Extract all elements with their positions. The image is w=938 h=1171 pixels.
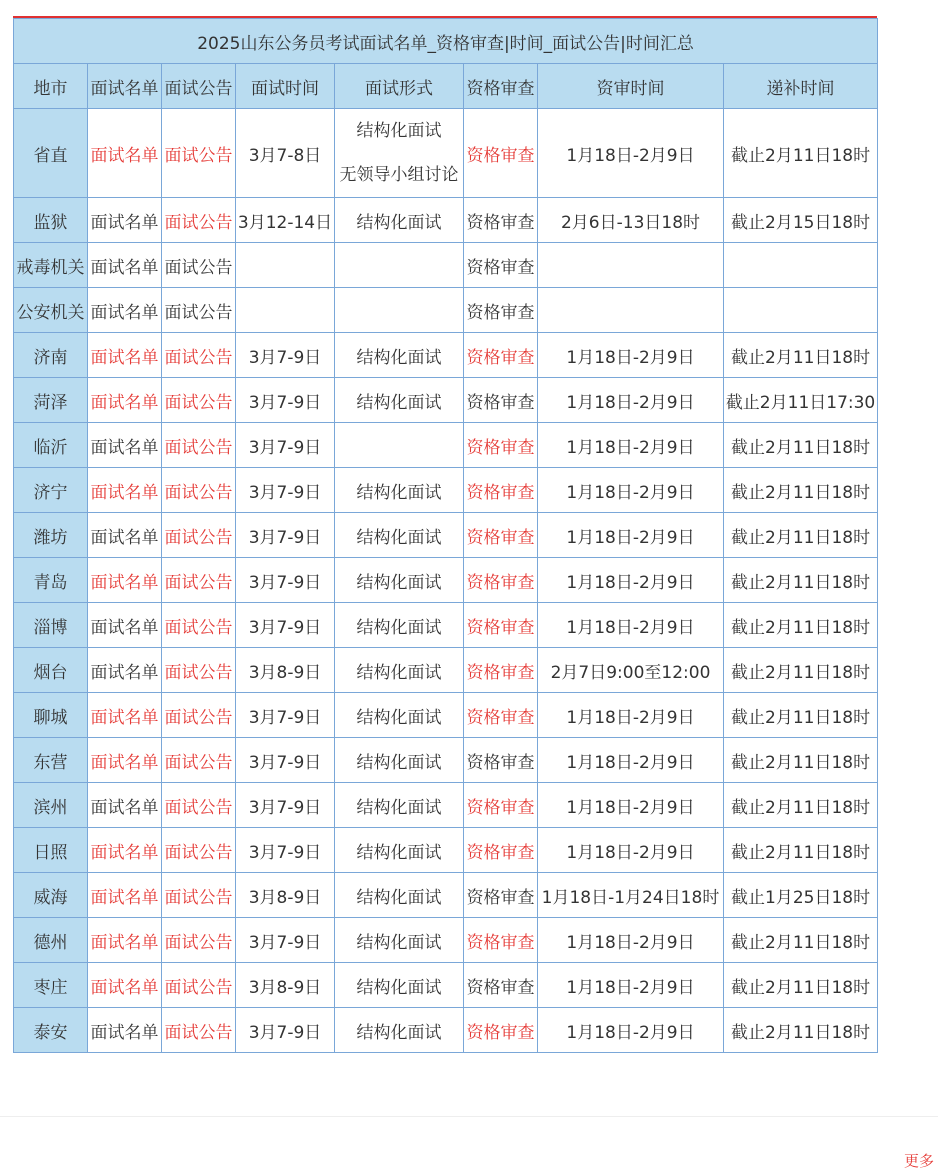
interview-notice-link[interactable]: 面试公告: [162, 378, 236, 423]
interview-form-item: 结构化面试: [356, 617, 442, 638]
review-time-cell: 1月18日-2月9日: [538, 918, 724, 963]
supplement-time-cell: [724, 288, 878, 333]
review-link[interactable]: 资格审查: [464, 558, 538, 603]
table-row: [14, 288, 878, 333]
table-row: [14, 333, 878, 378]
interview-form-cell: [335, 468, 464, 513]
supplement-time-cell: 截止2月11日18时: [724, 423, 878, 468]
interview-form-item: 结构化面试: [356, 932, 442, 953]
review-link[interactable]: 资格审查: [464, 513, 538, 558]
table-row: [14, 603, 878, 648]
interview-form-cell: [335, 1008, 464, 1053]
interview-list-text: 面试名单: [88, 198, 162, 243]
review-link[interactable]: 资格审查: [464, 1008, 538, 1053]
interview-form-item: 结构化面试: [356, 527, 442, 548]
interview-form-cell: [335, 288, 464, 333]
interview-time-cell: 3月7-9日: [236, 558, 335, 603]
table-row: [14, 109, 878, 198]
city-cell: 淄博: [14, 603, 88, 648]
review-time-cell: 2月7日9:00至12:00: [538, 648, 724, 693]
interview-form-item: 结构化面试: [356, 662, 442, 683]
interview-list-link[interactable]: 面试名单: [88, 918, 162, 963]
interview-form-item: 结构化面试: [356, 1022, 442, 1043]
review-time-cell: 1月18日-2月9日: [538, 513, 724, 558]
interview-notice-text: 面试公告: [162, 288, 236, 333]
interview-time-cell: 3月8-9日: [236, 963, 335, 1008]
summary-table: [13, 18, 878, 1053]
review-time-cell: 1月18日-1月24日18时: [538, 873, 724, 918]
interview-time-cell: 3月7-9日: [236, 468, 335, 513]
interview-form-item: 结构化面试: [356, 212, 442, 233]
table-row: [14, 558, 878, 603]
interview-form-cell: [335, 738, 464, 783]
review-link[interactable]: 资格审查: [464, 603, 538, 648]
table-row: [14, 873, 878, 918]
interview-form-item: 结构化面试: [356, 347, 442, 368]
review-link[interactable]: 资格审查: [464, 693, 538, 738]
city-cell: 枣庄: [14, 963, 88, 1008]
review-text: 资格审查: [464, 873, 538, 918]
city-cell: 济南: [14, 333, 88, 378]
supplement-time-cell: 截止2月11日18时: [724, 1008, 878, 1053]
header-review: 资格审查: [464, 64, 538, 109]
city-cell: 公安机关: [14, 288, 88, 333]
review-time-cell: 1月18日-2月9日: [538, 603, 724, 648]
supplement-time-cell: 截止1月25日18时: [724, 873, 878, 918]
table-title: 2025山东公务员考试面试名单_资格审查|时间_面试公告|时间汇总: [14, 19, 878, 64]
review-time-cell: 1月18日-2月9日: [538, 738, 724, 783]
interview-notice-link[interactable]: 面试公告: [162, 648, 236, 693]
interview-time-cell: 3月7-9日: [236, 1008, 335, 1053]
table-row: [14, 828, 878, 873]
review-time-cell: 2月6日-13日18时: [538, 198, 724, 243]
supplement-time-cell: 截止2月11日18时: [724, 738, 878, 783]
interview-time-cell: 3月7-9日: [236, 513, 335, 558]
interview-time-cell: 3月7-9日: [236, 333, 335, 378]
supplement-time-cell: 截止2月11日18时: [724, 468, 878, 513]
review-link[interactable]: 资格审查: [464, 109, 538, 198]
supplement-time-cell: 截止2月11日18时: [724, 963, 878, 1008]
interview-list-link[interactable]: 面试名单: [88, 468, 162, 513]
city-cell: 东营: [14, 738, 88, 783]
review-time-cell: 1月18日-2月9日: [538, 468, 724, 513]
interview-form-cell: [335, 198, 464, 243]
interview-notice-text: 面试公告: [162, 243, 236, 288]
supplement-time-cell: 截止2月11日18时: [724, 513, 878, 558]
table-row: [14, 648, 878, 693]
review-time-cell: 1月18日-2月9日: [538, 1008, 724, 1053]
interview-form-cell: [335, 513, 464, 558]
interview-form-item: 结构化面试: [356, 707, 442, 728]
city-cell: 日照: [14, 828, 88, 873]
review-link[interactable]: 资格审查: [464, 333, 538, 378]
review-time-cell: 1月18日-2月9日: [538, 828, 724, 873]
header-list: 面试名单: [88, 64, 162, 109]
city-cell: 临沂: [14, 423, 88, 468]
interview-list-link[interactable]: 面试名单: [88, 873, 162, 918]
city-cell: 戒毒机关: [14, 243, 88, 288]
city-cell: 潍坊: [14, 513, 88, 558]
city-cell: 济宁: [14, 468, 88, 513]
more-link[interactable]: 更多: [904, 1152, 935, 1170]
interview-form-cell: [335, 648, 464, 693]
supplement-time-cell: 截止2月11日18时: [724, 693, 878, 738]
interview-list-text: 面试名单: [88, 423, 162, 468]
interview-form-cell: [335, 378, 464, 423]
city-cell: 德州: [14, 918, 88, 963]
review-text: 资格审查: [464, 963, 538, 1008]
interview-form-cell: [335, 918, 464, 963]
interview-notice-link[interactable]: 面试公告: [162, 109, 236, 198]
city-cell: 滨州: [14, 783, 88, 828]
table-row: [14, 1008, 878, 1053]
interview-form-cell: [335, 828, 464, 873]
interview-list-text: 面试名单: [88, 513, 162, 558]
review-time-cell: [538, 243, 724, 288]
review-link[interactable]: 资格审查: [464, 648, 538, 693]
city-cell: 泰安: [14, 1008, 88, 1053]
interview-form-cell: [335, 873, 464, 918]
header-notice: 面试公告: [162, 64, 236, 109]
table-row: [14, 693, 878, 738]
table-row: [14, 513, 878, 558]
interview-list-link[interactable]: 面试名单: [88, 693, 162, 738]
interview-form-cell: [335, 423, 464, 468]
interview-time-cell: 3月7-9日: [236, 378, 335, 423]
supplement-time-cell: 截止2月11日18时: [724, 333, 878, 378]
city-cell: 聊城: [14, 693, 88, 738]
review-text: 资格审查: [464, 288, 538, 333]
supplement-time-cell: 截止2月11日17:30: [724, 378, 878, 423]
header-row: [14, 64, 878, 109]
review-time-cell: 1月18日-2月9日: [538, 963, 724, 1008]
interview-form-cell: [335, 783, 464, 828]
interview-list-link[interactable]: 面试名单: [88, 109, 162, 198]
interview-notice-link[interactable]: 面试公告: [162, 468, 236, 513]
interview-list-text: 面试名单: [88, 648, 162, 693]
table-row: [14, 468, 878, 513]
interview-form-item: 无领导小组讨论: [339, 165, 459, 185]
interview-form-item: 结构化面试: [356, 482, 442, 503]
interview-form-item: 结构化面试: [356, 977, 442, 998]
interview-form-cell: [335, 558, 464, 603]
interview-notice-link[interactable]: 面试公告: [162, 198, 236, 243]
interview-form-item: 结构化面试: [356, 392, 442, 413]
interview-list-text: 面试名单: [88, 1008, 162, 1053]
review-time-cell: 1月18日-2月9日: [538, 378, 724, 423]
interview-form-item: 结构化面试: [356, 121, 442, 141]
interview-notice-link[interactable]: 面试公告: [162, 738, 236, 783]
supplement-time-cell: 截止2月11日18时: [724, 828, 878, 873]
review-time-cell: [538, 288, 724, 333]
interview-time-cell: 3月7-9日: [236, 423, 335, 468]
review-link[interactable]: 资格审查: [464, 918, 538, 963]
review-time-cell: 1月18日-2月9日: [538, 333, 724, 378]
review-link[interactable]: 资格审查: [464, 783, 538, 828]
review-link[interactable]: 资格审查: [464, 423, 538, 468]
review-time-cell: 1月18日-2月9日: [538, 558, 724, 603]
interview-form-cell: [335, 109, 464, 198]
interview-notice-link[interactable]: 面试公告: [162, 918, 236, 963]
review-time-cell: 1月18日-2月9日: [538, 693, 724, 738]
interview-notice-link[interactable]: 面试公告: [162, 828, 236, 873]
interview-time-cell: [236, 243, 335, 288]
interview-list-text: 面试名单: [88, 288, 162, 333]
interview-notice-link[interactable]: 面试公告: [162, 873, 236, 918]
interview-time-cell: 3月7-8日: [236, 109, 335, 198]
city-cell: 菏泽: [14, 378, 88, 423]
review-link[interactable]: 资格审查: [464, 828, 538, 873]
interview-time-cell: 3月12-14日: [236, 198, 335, 243]
header-form: 面试形式: [335, 64, 464, 109]
interview-list-link[interactable]: 面试名单: [88, 378, 162, 423]
interview-list-link[interactable]: 面试名单: [88, 828, 162, 873]
interview-list-text: 面试名单: [88, 783, 162, 828]
interview-form-item: 结构化面试: [356, 797, 442, 818]
interview-form-cell: [335, 603, 464, 648]
city-cell: 青岛: [14, 558, 88, 603]
supplement-time-cell: 截止2月11日18时: [724, 648, 878, 693]
interview-time-cell: 3月7-9日: [236, 828, 335, 873]
table-row: [14, 918, 878, 963]
interview-notice-link[interactable]: 面试公告: [162, 423, 236, 468]
interview-form-item: 结构化面试: [356, 572, 442, 593]
city-cell: 监狱: [14, 198, 88, 243]
supplement-time-cell: 截止2月11日18时: [724, 783, 878, 828]
supplement-time-cell: 截止2月11日18时: [724, 558, 878, 603]
interview-form-cell: [335, 963, 464, 1008]
interview-form-cell: [335, 243, 464, 288]
review-text: 资格审查: [464, 378, 538, 423]
summary-table-container: [13, 16, 877, 1053]
interview-notice-link[interactable]: 面试公告: [162, 783, 236, 828]
supplement-time-cell: 截止2月11日18时: [724, 109, 878, 198]
review-link[interactable]: 资格审查: [464, 468, 538, 513]
interview-notice-link[interactable]: 面试公告: [162, 333, 236, 378]
review-time-cell: 1月18日-2月9日: [538, 109, 724, 198]
interview-time-cell: 3月7-9日: [236, 693, 335, 738]
interview-time-cell: 3月8-9日: [236, 873, 335, 918]
interview-list-text: 面试名单: [88, 243, 162, 288]
supplement-time-cell: [724, 243, 878, 288]
header-supplement: 递补时间: [724, 64, 878, 109]
interview-time-cell: [236, 288, 335, 333]
interview-notice-link[interactable]: 面试公告: [162, 1008, 236, 1053]
table-row: [14, 963, 878, 1008]
table-row: [14, 738, 878, 783]
supplement-time-cell: 截止2月11日18时: [724, 918, 878, 963]
header-city: 地市: [14, 64, 88, 109]
supplement-time-cell: 截止2月11日18时: [724, 603, 878, 648]
interview-time-cell: 3月7-9日: [236, 603, 335, 648]
interview-form-cell: [335, 333, 464, 378]
review-text: 资格审查: [464, 198, 538, 243]
interview-list-link[interactable]: 面试名单: [88, 558, 162, 603]
interview-form-item: 结构化面试: [356, 842, 442, 863]
table-row: [14, 423, 878, 468]
interview-notice-link[interactable]: 面试公告: [162, 963, 236, 1008]
interview-notice-link[interactable]: 面试公告: [162, 558, 236, 603]
table-row: [14, 783, 878, 828]
city-cell: 烟台: [14, 648, 88, 693]
city-cell: 威海: [14, 873, 88, 918]
footer-divider: [0, 1116, 938, 1117]
interview-time-cell: 3月8-9日: [236, 648, 335, 693]
supplement-time-cell: 截止2月15日18时: [724, 198, 878, 243]
header-review-time: 资审时间: [538, 64, 724, 109]
interview-list-link[interactable]: 面试名单: [88, 738, 162, 783]
interview-form-item: 结构化面试: [356, 752, 442, 773]
table-row: [14, 243, 878, 288]
review-text: 资格审查: [464, 738, 538, 783]
review-text: 资格审查: [464, 243, 538, 288]
interview-list-link[interactable]: 面试名单: [88, 333, 162, 378]
table-row: [14, 198, 878, 243]
interview-time-cell: 3月7-9日: [236, 783, 335, 828]
interview-time-cell: 3月7-9日: [236, 738, 335, 783]
interview-form-cell: [335, 693, 464, 738]
interview-notice-link[interactable]: 面试公告: [162, 513, 236, 558]
header-time: 面试时间: [236, 64, 335, 109]
review-time-cell: 1月18日-2月9日: [538, 423, 724, 468]
interview-form-item: 结构化面试: [356, 887, 442, 908]
city-cell: 省直: [14, 109, 88, 198]
review-time-cell: 1月18日-2月9日: [538, 783, 724, 828]
interview-notice-link[interactable]: 面试公告: [162, 603, 236, 648]
interview-list-link[interactable]: 面试名单: [88, 963, 162, 1008]
interview-time-cell: 3月7-9日: [236, 918, 335, 963]
table-row: [14, 378, 878, 423]
interview-list-text: 面试名单: [88, 603, 162, 648]
interview-notice-link[interactable]: 面试公告: [162, 693, 236, 738]
